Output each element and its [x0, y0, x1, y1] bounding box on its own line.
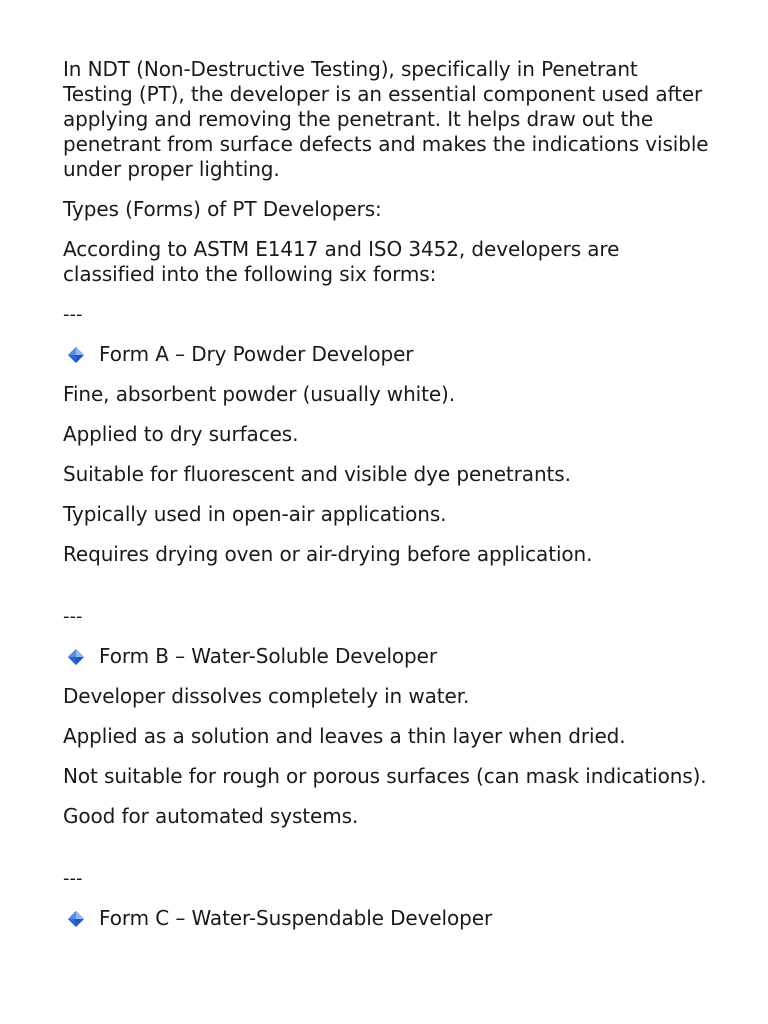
form-b-point: Good for automated systems.: [63, 804, 359, 828]
form-a-point: Applied to dry surfaces.: [63, 422, 299, 446]
separator: ---: [63, 304, 83, 325]
intro-paragraph: In NDT (Non-Destructive Testing), specifically in Penetrant Testing (PT), the developer is an essential component used after applying and removing the penetrant. It helps draw out the penetrant from surface defects and makes the indications visible under proper lighting.: [63, 57, 709, 181]
form-a-point: Typically used in open-air applications.: [63, 502, 447, 526]
form-b-point: Developer dissolves completely in water.: [63, 684, 470, 708]
blue-diamond-icon: [67, 910, 85, 928]
standards-paragraph: According to ASTM E1417 and ISO 3452, developers are classified into the following six forms:: [63, 237, 620, 286]
form-a-point: Fine, absorbent powder (usually white).: [63, 382, 456, 406]
form-a-heading: [63, 342, 713, 367]
form-c-title: Form C – Water-Suspendable Developer: [99, 906, 493, 930]
form-b-point: Applied as a solution and leaves a thin layer when dried.: [63, 724, 626, 748]
form-a-point: Suitable for fluorescent and visible dye penetrants.: [63, 462, 571, 486]
form-b-heading: [63, 644, 713, 669]
form-a-title: Form A – Dry Powder Developer: [99, 342, 414, 366]
form-b-title: Form B – Water-Soluble Developer: [99, 644, 437, 668]
form-b-point: Not suitable for rough or porous surfaces (can mask indications).: [63, 764, 707, 788]
form-c-heading: [63, 906, 713, 931]
separator: ---: [63, 606, 83, 627]
blue-diamond-icon: [67, 648, 85, 666]
types-heading: Types (Forms) of PT Developers:: [63, 197, 382, 221]
form-a-point: Requires drying oven or air-drying before application.: [63, 542, 593, 566]
blue-diamond-icon: [67, 346, 85, 364]
separator: ---: [63, 868, 83, 889]
document-page: [63, 57, 713, 946]
